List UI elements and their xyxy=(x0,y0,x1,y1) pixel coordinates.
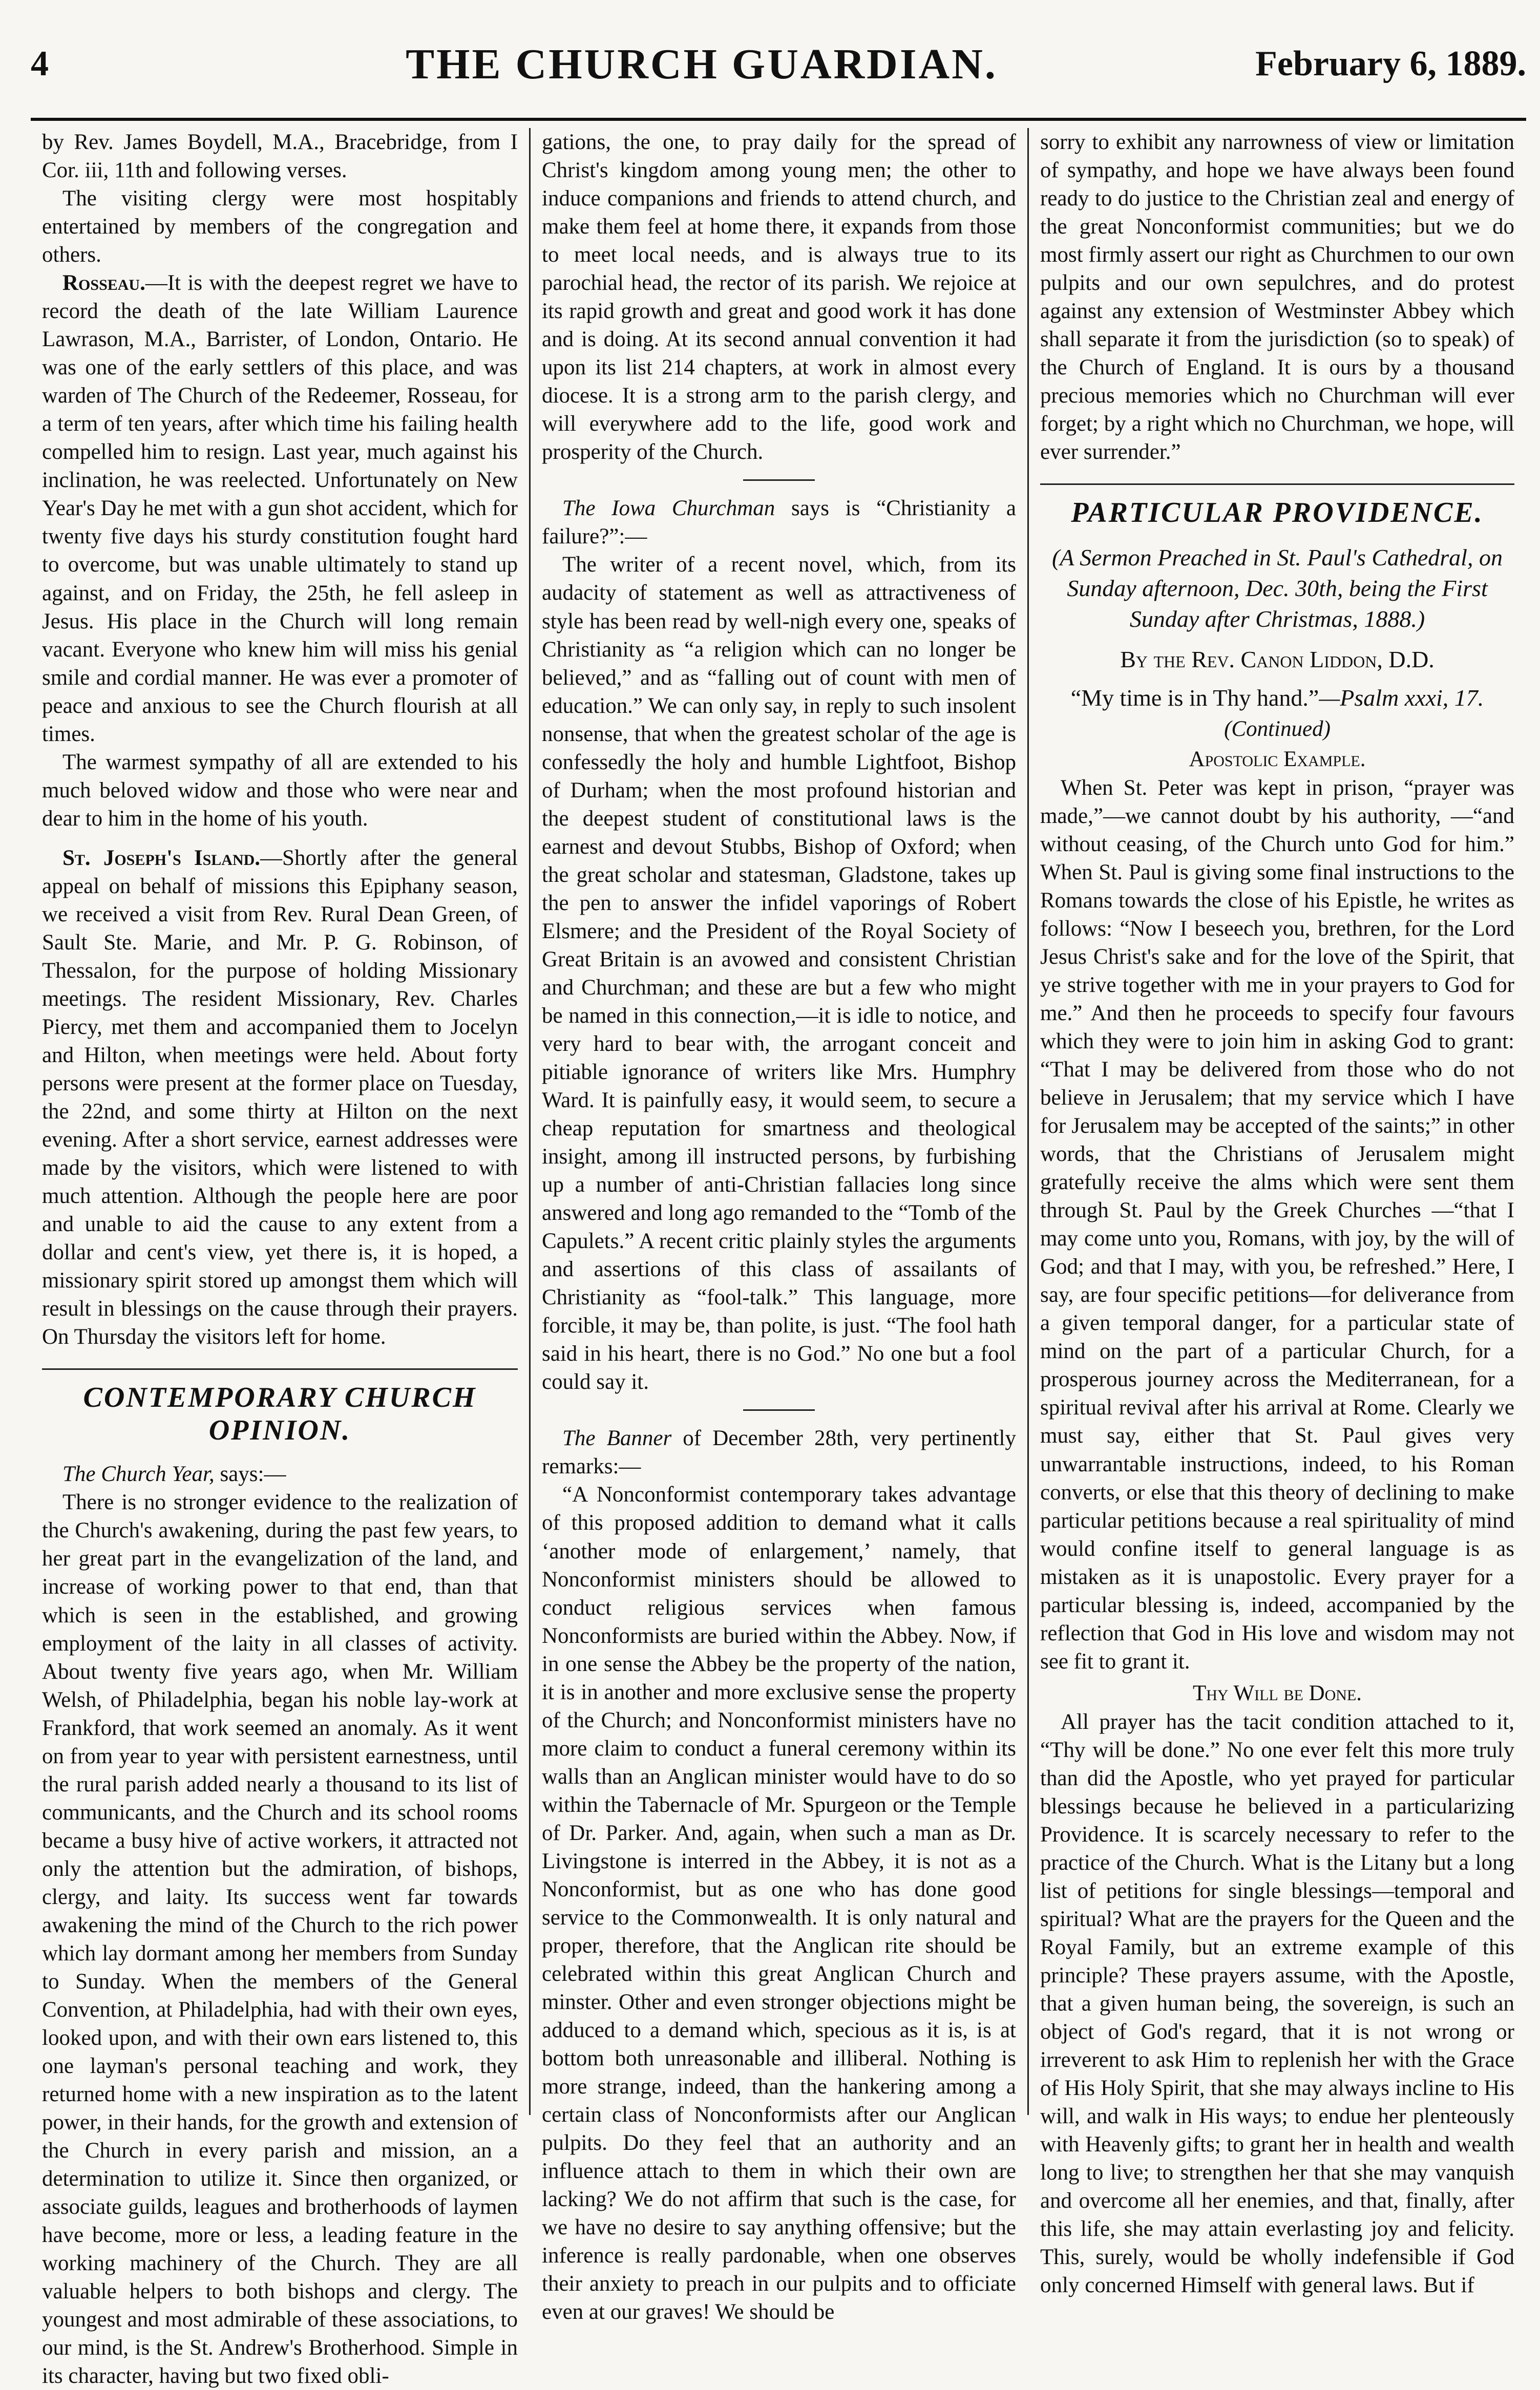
church-year-label: The Church Year, xyxy=(62,1462,215,1487)
sermon-subtitle: (A Sermon Preached in St. Paul's Cathedral, on Sunday afternoon, Dec. 30th, being the First Sunday after Christmas, 1888.) xyxy=(1052,544,1503,632)
paragraph-sorry: sorry to exhibit any narrowness of view or limitation of sympathy, and hope we have always been found ready to do justice to the Christian zeal and energy of the great Nonconformist communities; but we do most firmly assert our right as Churchmen to our own pulpits and our own sepulchres, and do protest against any extension of Westminster Abbey which shall separate it from the jurisdiction (so to speak) of the Church of England. It is ours by a thousand precious memories which no Churchman will ever forget; by a right which no Churchman, we hope, will ever surrender.” xyxy=(1040,130,1514,464)
rosseau-text: —It is with the deepest regret we have to record the death of the late William Laurence Lawrason, M.A., Barrister, of London, Ontario. He was one of the early settlers of this place, and was warden of The Church of the Redeemer, Rosseau, for a term of ten years, after which time his failing health compelled him to resign. Last year, much against his inclination, he was reelected. Unfortunately on New Year's Day he met with a gun shot accident, which for twenty five days his sturdy constitution fought hard to overcome, but was unable ultimately to stand up against, and on Friday, the 25th, he fell asleep in Jesus. His place in the Church will long remain vacant. Everyone who knew him will miss his genial smile and cordial manner. He was ever a promoter of peace and anxious to see the Church flourish at all times. xyxy=(42,271,518,746)
paragraph-rosseau xyxy=(42,269,518,748)
banner-says: of December 28th, very pertinently remarks:— xyxy=(542,1426,1017,1479)
divider xyxy=(743,1409,815,1411)
iowa-churchman-label: The Iowa Churchman xyxy=(562,496,775,521)
column-1 xyxy=(31,128,529,2388)
paragraph-iowa-intro xyxy=(542,494,1016,551)
st-joseph-label: St. Joseph's Island. xyxy=(62,845,261,870)
rosseau-label: Rosseau. xyxy=(62,271,145,295)
divider xyxy=(743,479,815,481)
paragraph-banner-intro xyxy=(542,1424,1016,1480)
paragraph-realization: There is no stronger evidence to the realization of the Church's awakening, during the past few years, to her great part in the evangelization of the land, and increase of working power to that end, than that which is seen in the established, and growing employment of the laity in all classes of activity. About twenty five years ago, when Mr. William Welsh, of Philadelphia, began his noble lay-work at Frankford, that work seemed an anomaly. As it went on from year to year with persistent earnestness, until the rural parish added nearly a thousand to its list of communicants, and the Church and its school rooms became a busy hive of active workers, it attracted not only the attention but the admiration, of bishops, clergy, and laity. Its success went far towards awakening the mind of the Church to the rich power which lay dormant among her members from Sunday to Sunday. When the members of the General Convention, at Philadelphia, had with their own eyes, looked upon, and with their own ears listened to, this one layman's personal teaching and work, they returned home with a new inspiration as to the latent power, in their hands, for the growth and extension of the Church in every parish and mission, an a determination to utilize it. Since then organized, or associate guilds, leagues and brotherhoods of laymen have become, more or less, a leading feature in the working machinery of the Church. They are all valuable helpers to both bishops and clergy. The youngest and most admirable of these associations, to our mind, is the St. Andrew's Brotherhood. Simple in its character, having but two fixed obli- xyxy=(42,1490,518,2388)
paragraph-sympathy: The warmest sympathy of all are extended to his much beloved widow and those who were near and dear to him in the home of his youth. xyxy=(42,750,518,831)
paragraph-nonconformist: “A Nonconformist contemporary takes advantage of this proposed addition to demand what it calls ‘another mode of enlargement,’ namely, that Nonconformist ministers should be allowed to conduct religious services when famous Nonconformists are buried within the Abbey. Now, if in one sense the Abbey be the property of the nation, it is in another and more exclusive sense the property of the Church; and Nonconformist ministers have no more claim to conduct a funeral ceremony within its walls than an Anglican minister would have to do so within the Tabernacle of Mr. Spurgeon or the Temple of Dr. Parker. And, again, when such a man as Dr. Livingstone is interred in the Abbey, it is not as a Nonconformist, but as one who has done good service to the Commonwealth. It is only natural and proper, therefore, that the Anglican rite should be celebrated within this great Anglican Church and minster. Other and even stronger objections might be adduced to a demand which, specious as it is, is at bottom both unreasonable and illiberal. Nothing is more strange, indeed, than the hankering among a certain class of Nonconformists after our Anglican pulpits. Do they feel that an authority and an influence attach to them in which their own are lacking? We do not affirm that such is the case, for we have no desire to say anything offensive; but the inference is really pardonable, when one observes their anxiety to preach in our pulpits and to officiate even at our graves! We should be xyxy=(542,1483,1016,2324)
paragraph-st-peter: When St. Peter was kept in prison, “prayer was made,”—we cannot doubt by his authority, —“and without ceasing, of the Church unto God for him.” When St. Paul is giving some final instructions to the Romans towards the close of his Epistle, he writes as follows: “Now I beseech you, brethren, for the Lord Jesus Christ's sake and for the love of the Spirit, that ye strive together with me in your prayers to God for me.” And then he proceeds to specify four favours which they were to join him in asking God to grant: “That I may be delivered from those who do not believe in Jerusalem; that my service which I have for Jerusalem may be accepted of the saints;” in other words, that the Christians of Jerusalem might gratefully receive the alms which were sent them through St. Paul by the Greek Churches —“that I may come unto you, Romans, with joy, by the will of God; and that I may, with you, be refreshed.” Here, I say, are four specific petitions—for deliverance from a given temporal danger, for a particular state of mind on the part of a particular Church, for a prosperous journey across the Mediterranean, for a spiritual revival after his arrival at Rome. Clearly we must say, either that St. Paul gives very unwarrantable instructions, indeed, to his Roman converts, or else that this theory of declining to make particular petitions because a real spirituality of mind would confine itself to general language is as mistaken as it is unapostolic. Every prayer for a particular blessing is, indeed, accompanied by the reflection that God in His love and wisdom may not see fit to grant it. xyxy=(1040,775,1514,1674)
paragraph-church-year-intro xyxy=(42,1460,518,1488)
church-year-says: says:— xyxy=(214,1462,286,1487)
column-2 xyxy=(529,128,1027,2324)
st-joseph-text: —Shortly after the general appeal on behalf of missions this Epiphany season, we received a visit from Rev. Rural Dean Green, of Sault Ste. Marie, and Mr. P. G. Robinson, of Thessalon, for the purpose of holding Missionary meetings. The resident Missionary, Rev. Charles Piercy, met them and accompanied them to Jocelyn and Hilton, when meetings were held. About forty persons were present at the former place on Tuesday, the 22nd, and some thirty at Hilton on the next evening. After a short service, earnest addresses were made by the visitors, which were listened to with much attention. Although the people here are poor and unable to aid the cause to any extent from a dollar and cent's view, yet there is, it is hoped, a missionary spirit stored up amongst them which will result in blessings on the cause through their prayers. On Thursday the visitors left for home. xyxy=(42,845,518,1349)
iowa-says: says is “Christianity a failure?”:— xyxy=(542,496,1016,549)
scripture-quote: “My time is in Thy hand.” xyxy=(1070,684,1319,711)
sermon-byline: By the Rev. Canon Liddon, D.D. xyxy=(1120,646,1434,672)
subhead-thy-will-be-done: Thy Will be Done. xyxy=(1192,1681,1362,1705)
section-title-particular-providence: PARTICULAR PROVIDENCE. xyxy=(1040,483,1514,529)
paragraph-tacit-condition: All prayer has the tacit condition attached to it, “Thy will be done.” No one ever felt this more truly than did the Apostle, who yet prayed for particular blessings because he believed in a particularizing Providence. It is scarcely necessary to refer to the practice of the Church. What is the Litany but a long list of petitions for single blessings—temporal and spiritual? What are the prayers for the Queen and the Royal Family, but an extreme example of this principle? These prayers assume, with the Apostle, that a given human being, the sovereign, is such an object of God's regard, that it is not wrong or irreverent to ask Him to replenish her with the Grace of His Holy Spirit, that she may always incline to His will, and walk in His ways; to endue her plenteously with Heavenly gifts; to grant her in health and wealth long to live; to strengthen her that she may vanquish and overcome all her enemies, and that, finally, after this life, she may attain everlasting joy and felicity. This, surely, would be wholly indefensible if God only concerned Himself with general laws. But if xyxy=(1040,1709,1514,2298)
issue-date: February 6, 1889. xyxy=(1255,44,1526,83)
newspaper-title: THE CHURCH GUARDIAN. xyxy=(406,40,998,88)
paragraph-visiting-clergy: The visiting clergy were most hospitably entertained by members of the congregation and others. xyxy=(42,186,518,267)
page-number: 4 xyxy=(31,44,49,83)
subhead-apostolic-example: Apostolic Example. xyxy=(1189,747,1366,771)
masthead xyxy=(31,10,1526,121)
section-title-contemporary-opinion: CONTEMPORARY CHURCH OPINION. xyxy=(42,1368,518,1447)
scripture-reference: —Psalm xxxi, 17. xyxy=(1319,684,1484,711)
banner-label: The Banner xyxy=(562,1426,672,1451)
scripture-text xyxy=(1040,684,1514,711)
paragraph-gations: gations, the one, to pray daily for the spread of Christ's kingdom among young men; the other to induce companions and friends to attend church, and make them feel at home there, it expands from those to meet local needs, and is always true to its parochial head, the rector of its parish. We rejoice at its rapid growth and great and good work it has done and is doing. At its second annual convention it had upon its list 214 chapters, at work in almost every diocese. It is a strong arm to the parish clergy, and will everywhere add to the life, good work and prosperity of the Church. xyxy=(542,130,1016,464)
paragraph-recent-novel: The writer of a recent novel, which, from its audacity of statement as well as attractiveness of style has been read by well-nigh every one, speaks of Christianity as “a religion which can no longer be believed,” and as “falling out of count with men of education.” We can only say, in reply to such insolent nonsense, that when the greatest scholar of the age is confessedly the holy and humble Lightfoot, Bishop of Durham; when the most profound historian and the deepest student of constitutional laws is the earnest and devout Stubbs, Bishop of Oxford; when the great scholar and statesman, Gladstone, takes up the pen to answer the infidel vaporings of Robert Elsmere; and the President of the Royal Society of Great Britain is an avowed and consistent Christian and Churchman; and these are but a few who might be named in this connection,—it is idle to notice, and very hard to bear with, the arrogant conceit and pitiable ignorance of writers like Mrs. Humphry Ward. It is painfully easy, it would seem, to secure a cheap reputation for smartness and theological insight, among ill instructed persons, by furbishing up a number of anti-Christian fallacies long since answered and long ago remanded to the “Tomb of the Capulets.” A recent critic plainly styles the arguments and assertions of this class of assailants of Christianity as “fool-talk.” This language, more forcible, it may be, than polite, is just. “The fool hath said in his heart, there is no God.” No one but a fool could say it. xyxy=(542,553,1016,1394)
column-3 xyxy=(1027,128,1526,2298)
paragraph-bracebridge: by Rev. James Boydell, M.A., Bracebridge, from I Cor. iii, 11th and following verses. xyxy=(42,130,518,183)
paragraph-st-joseph xyxy=(42,844,518,1351)
columns xyxy=(31,128,1526,2388)
continued-note: (Continued) xyxy=(1224,716,1331,741)
